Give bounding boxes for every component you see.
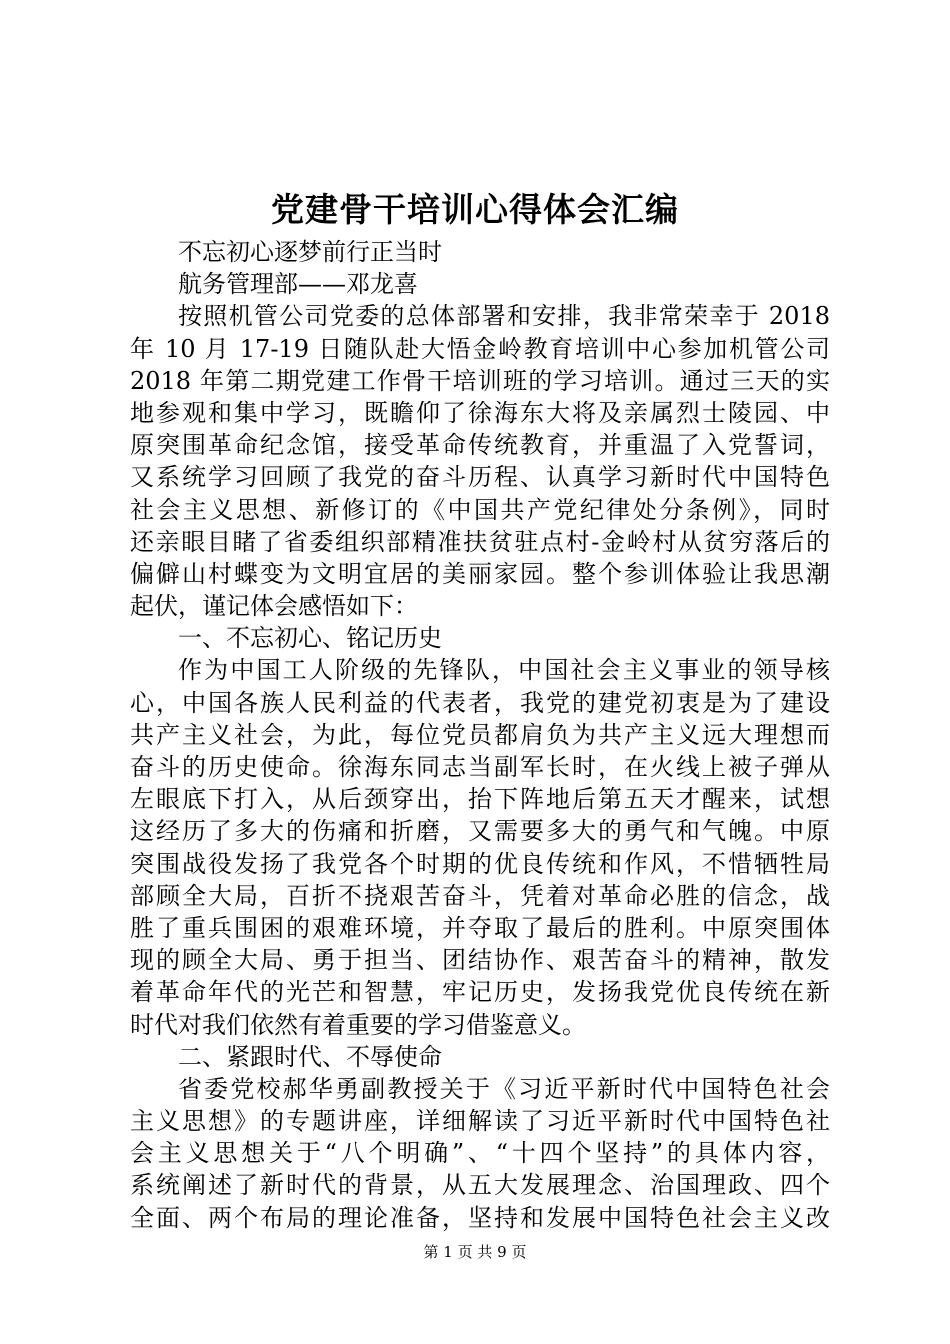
text-line: 奋斗的历史使命。徐海东同志当副军长时，在火线上被子弹从 [130, 753, 830, 781]
text-line: 社会主义思想、新修订的《中国共产党纪律处分条例》，同时 [130, 495, 830, 524]
text-line: 一、不忘初心、铭记历史 [178, 624, 442, 653]
text-line: 地参观和集中学习，既瞻仰了徐海东大将及亲属烈士陵园、中 [130, 398, 830, 427]
text-line: 起伏，谨记体会感悟如下： [130, 592, 418, 621]
text-line: 主义思想》的专题讲座，详细解读了习近平新时代中国特色社 [130, 1107, 830, 1136]
text-line: 还亲眼目睹了省委组织部精准扶贫驻点村-金岭村从贫穷落后的 [130, 527, 830, 556]
text-line: 共产主义社会，为此，每位党员都肩负为共产主义远大理想而 [130, 720, 830, 749]
text-line: 突围战役发扬了我党各个时期的优良传统和作风，不惜牺牲局 [130, 849, 830, 878]
text-line: 左眼底下打入，从后颈穿出，抬下阵地后第五天才醒来，试想 [130, 785, 830, 814]
text-line: 偏僻山村蝶变为文明宜居的美丽家园。整个参训体验让我思潮 [130, 559, 830, 588]
text-line: 系统阐述了新时代的背景，从五大发展理念、治国理政、四个 [130, 1171, 830, 1200]
text-line: 2018 年第二期党建工作骨干培训班的学习培训。通过三天的实 [130, 366, 830, 395]
text-line: 省委党校郝华勇副教授关于《习近平新时代中国特色社会 [178, 1074, 830, 1103]
text-line: 部顾全大局，百折不挠艰苦奋斗，凭着对革命必胜的信念，战 [130, 881, 830, 910]
text-line: 胜了重兵围困的艰难环境，并夺取了最后的胜利。中原突围体 [130, 913, 830, 942]
text-line: 这经历了多大的伤痛和折磨，又需要多大的勇气和气魄。中原 [130, 817, 830, 846]
text-line: 着革命年代的光芒和智慧，牢记历史，发扬我党优良传统在新 [130, 978, 830, 1007]
text-line: 时代对我们依然有着重要的学习借鉴意义。 [130, 1010, 586, 1039]
document-body [130, 236, 830, 1234]
text-line: 航务管理部——邓龙喜 [178, 270, 418, 299]
text-line: 按照机管公司党委的总体部署和安排，我非常荣幸于 2018 [178, 302, 830, 331]
text-line: 二、紧跟时代、不辱使命 [178, 1042, 442, 1071]
document-title: 党建骨干培训心得体会汇编 [271, 190, 679, 229]
text-line: 年 10 月 17-19 日随队赴大悟金岭教育培训中心参加机管公司 [130, 334, 830, 363]
text-line: 不忘初心逐梦前行正当时 [178, 238, 442, 266]
text-line: 全面、两个布局的理论准备，坚持和发展中国特色社会主义改 [130, 1203, 830, 1232]
page-footer: 第 1 页 共 9 页 [423, 1243, 527, 1261]
text-line: 心，中国各族人民利益的代表者，我党的建党初衷是为了建设 [130, 688, 830, 717]
text-line: 作为中国工人阶级的先锋队，中国社会主义事业的领导核 [178, 656, 830, 685]
text-line: 原突围革命纪念馆，接受革命传统教育，并重温了入党誓词， [130, 431, 830, 460]
text-line: 又系统学习回顾了我党的奋斗历程、认真学习新时代中国特色 [130, 463, 830, 492]
text-line: 会主义思想关于“八个明确”、“十四个坚持”的具体内容， [130, 1139, 830, 1168]
text-line: 现的顾全大局、勇于担当、团结协作、艰苦奋斗的精神，散发 [130, 946, 830, 975]
